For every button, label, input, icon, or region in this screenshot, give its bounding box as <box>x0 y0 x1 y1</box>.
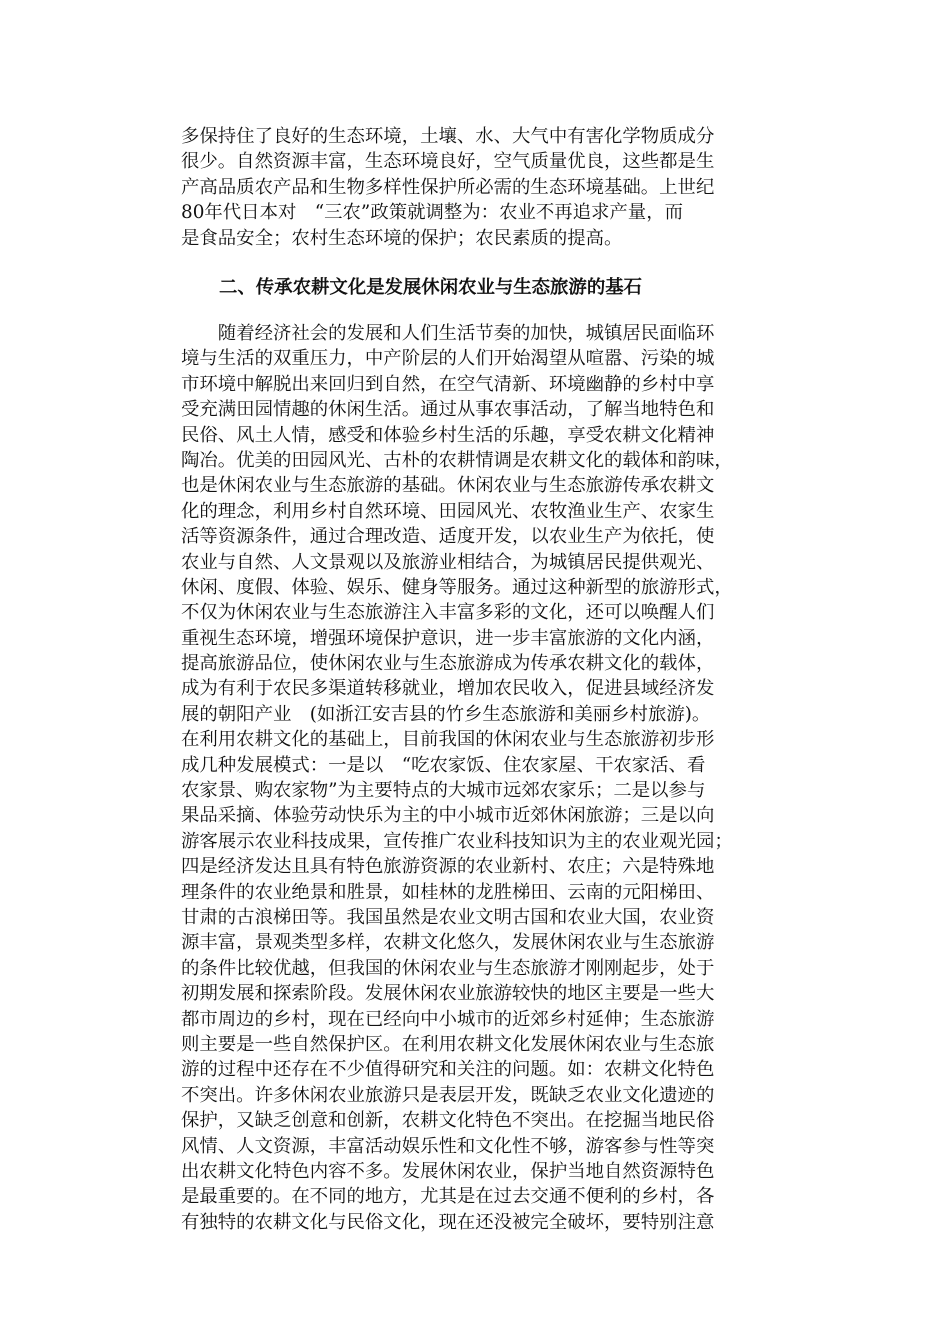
text-line: 理条件的农业绝景和胜景，如桂林的龙胜梯田、云南的元阳梯田、 <box>181 881 715 903</box>
text-line: 重视生态环境，增强环境保护意识，进一步丰富旅游的文化内涵， <box>181 627 715 649</box>
text-line: 风情、人文资源，丰富活动娱乐性和文化性不够，游客参与性等突 <box>181 1135 715 1157</box>
text-line: 都市周边的乡村，现在已经向中小城市的近郊乡村延伸；生态旅游 <box>181 1008 715 1030</box>
text-line: 提高旅游品位，使休闲农业与生态旅游成为传承农耕文化的载体， <box>181 653 715 675</box>
text-line: 产高品质农产品和生物多样性保护所必需的生态环境基础。上世纪 <box>181 176 715 198</box>
text-line: 不仅为休闲农业与生态旅游注入丰富多彩的文化，还可以唤醒人们 <box>181 602 715 624</box>
text-line: 在利用农耕文化的基础上，目前我国的休闲农业与生态旅游初步形 <box>181 729 715 751</box>
text-line: 境与生活的双重压力，中产阶层的人们开始渴望从喧嚣、污染的城 <box>181 348 715 370</box>
text-line: 很少。自然资源丰富，生态环境良好，空气质量优良，这些都是生 <box>181 151 715 173</box>
text-line: 受充满田园情趣的休闲生活。通过从事农事活动，了解当地特色和 <box>181 399 715 421</box>
text-line: 多保持住了良好的生态环境，土壤、水、大气中有害化学物质成分 <box>181 126 715 147</box>
text-line: 出农耕文化特色内容不多。发展休闲农业，保护当地自然资源特色 <box>181 1160 715 1182</box>
text-line: 的条件比较优越，但我国的休闲农业与生态旅游才刚刚起步，处于 <box>181 957 715 979</box>
paragraph-main <box>181 321 781 1235</box>
text-line: 四是经济发达且具有特色旅游资源的农业新村、农庄；六是特殊地 <box>181 856 715 878</box>
text-line: 80年代日本对 “三农”政策就调整为：农业不再追求产量，而 <box>181 202 683 224</box>
text-line: 也是休闲农业与生态旅游的基础。休闲农业与生态旅游传承农耕文 <box>181 475 715 497</box>
section-heading: 二、传承农耕文化是发展休闲农业与生态旅游的基石 <box>219 277 642 298</box>
text-line: 陶冶。优美的田园风光、古朴的农耕情调是农耕文化的载体和韵味， <box>181 449 733 471</box>
text-line: 果品采摘、体验劳动快乐为主的中小城市近郊休闲旅游；三是以向 <box>181 805 715 827</box>
text-line: 则主要是一些自然保护区。在利用农耕文化发展休闲农业与生态旅 <box>181 1033 715 1055</box>
text-line: 甘肃的古浪梯田等。我国虽然是农业文明古国和农业大国，农业资 <box>181 906 715 928</box>
text-line: 随着经济社会的发展和人们生活节奏的加快，城镇居民面临环 <box>181 323 715 344</box>
paragraph-continued <box>181 124 781 251</box>
text-line: 源丰富，景观类型多样，农耕文化悠久，发展休闲农业与生态旅游 <box>181 932 715 954</box>
text-line: 初期发展和探索阶段。发展休闲农业旅游较快的地区主要是一些大 <box>181 983 715 1005</box>
text-line: 市环境中解脱出来回归到自然，在空气清新、环境幽静的乡村中享 <box>181 373 715 395</box>
text-line: 游的过程中还存在不少值得研究和关注的问题。如：农耕文化特色 <box>181 1059 715 1081</box>
text-line: 化的理念，利用乡村自然环境、田园风光、农牧渔业生产、农家生 <box>181 500 715 522</box>
text-line: 民俗、风土人情，感受和体验乡村生活的乐趣，享受农耕文化精神 <box>181 424 715 446</box>
text-line: 农业与自然、人文景观以及旅游业相结合，为城镇居民提供观光、 <box>181 551 715 573</box>
text-line: 展的朝阳产业 (如浙江安吉县的竹乡生态旅游和美丽乡村旅游)。 <box>181 703 711 725</box>
text-line: 成为有利于农民多渠道转移就业，增加农民收入，促进县域经济发 <box>181 678 715 700</box>
text-line: 是食品安全；农村生态环境的保护；农民素质的提高。 <box>181 227 623 249</box>
text-line: 休闲、度假、体验、娱乐、健身等服务。通过这种新型的旅游形式， <box>181 576 733 598</box>
text-line: 农家景、购农家物”为主要特点的大城市远郊农家乐；二是以参与 <box>181 780 706 802</box>
text-line: 是最重要的。在不同的地方，尤其是在过去交通不便利的乡村，各 <box>181 1186 715 1208</box>
text-line: 有独特的农耕文化与民俗文化，现在还没被完全破坏，要特别注意 <box>181 1211 715 1233</box>
text-line: 不突出。许多休闲农业旅游只是表层开发，既缺乏农业文化遗迹的 <box>181 1084 715 1106</box>
text-line: 游客展示农业科技成果，宣传推广农业科技知识为主的农业观光园； <box>181 830 733 852</box>
text-line: 保护，又缺乏创意和创新，农耕文化特色不突出。在挖掘当地民俗 <box>181 1110 715 1132</box>
text-line: 成几种发展模式：一是以 “吃农家饭、住农家屋、干农家活、看 <box>181 754 706 776</box>
text-line: 活等资源条件，通过合理改造、适度开发，以农业生产为依托，使 <box>181 526 715 548</box>
